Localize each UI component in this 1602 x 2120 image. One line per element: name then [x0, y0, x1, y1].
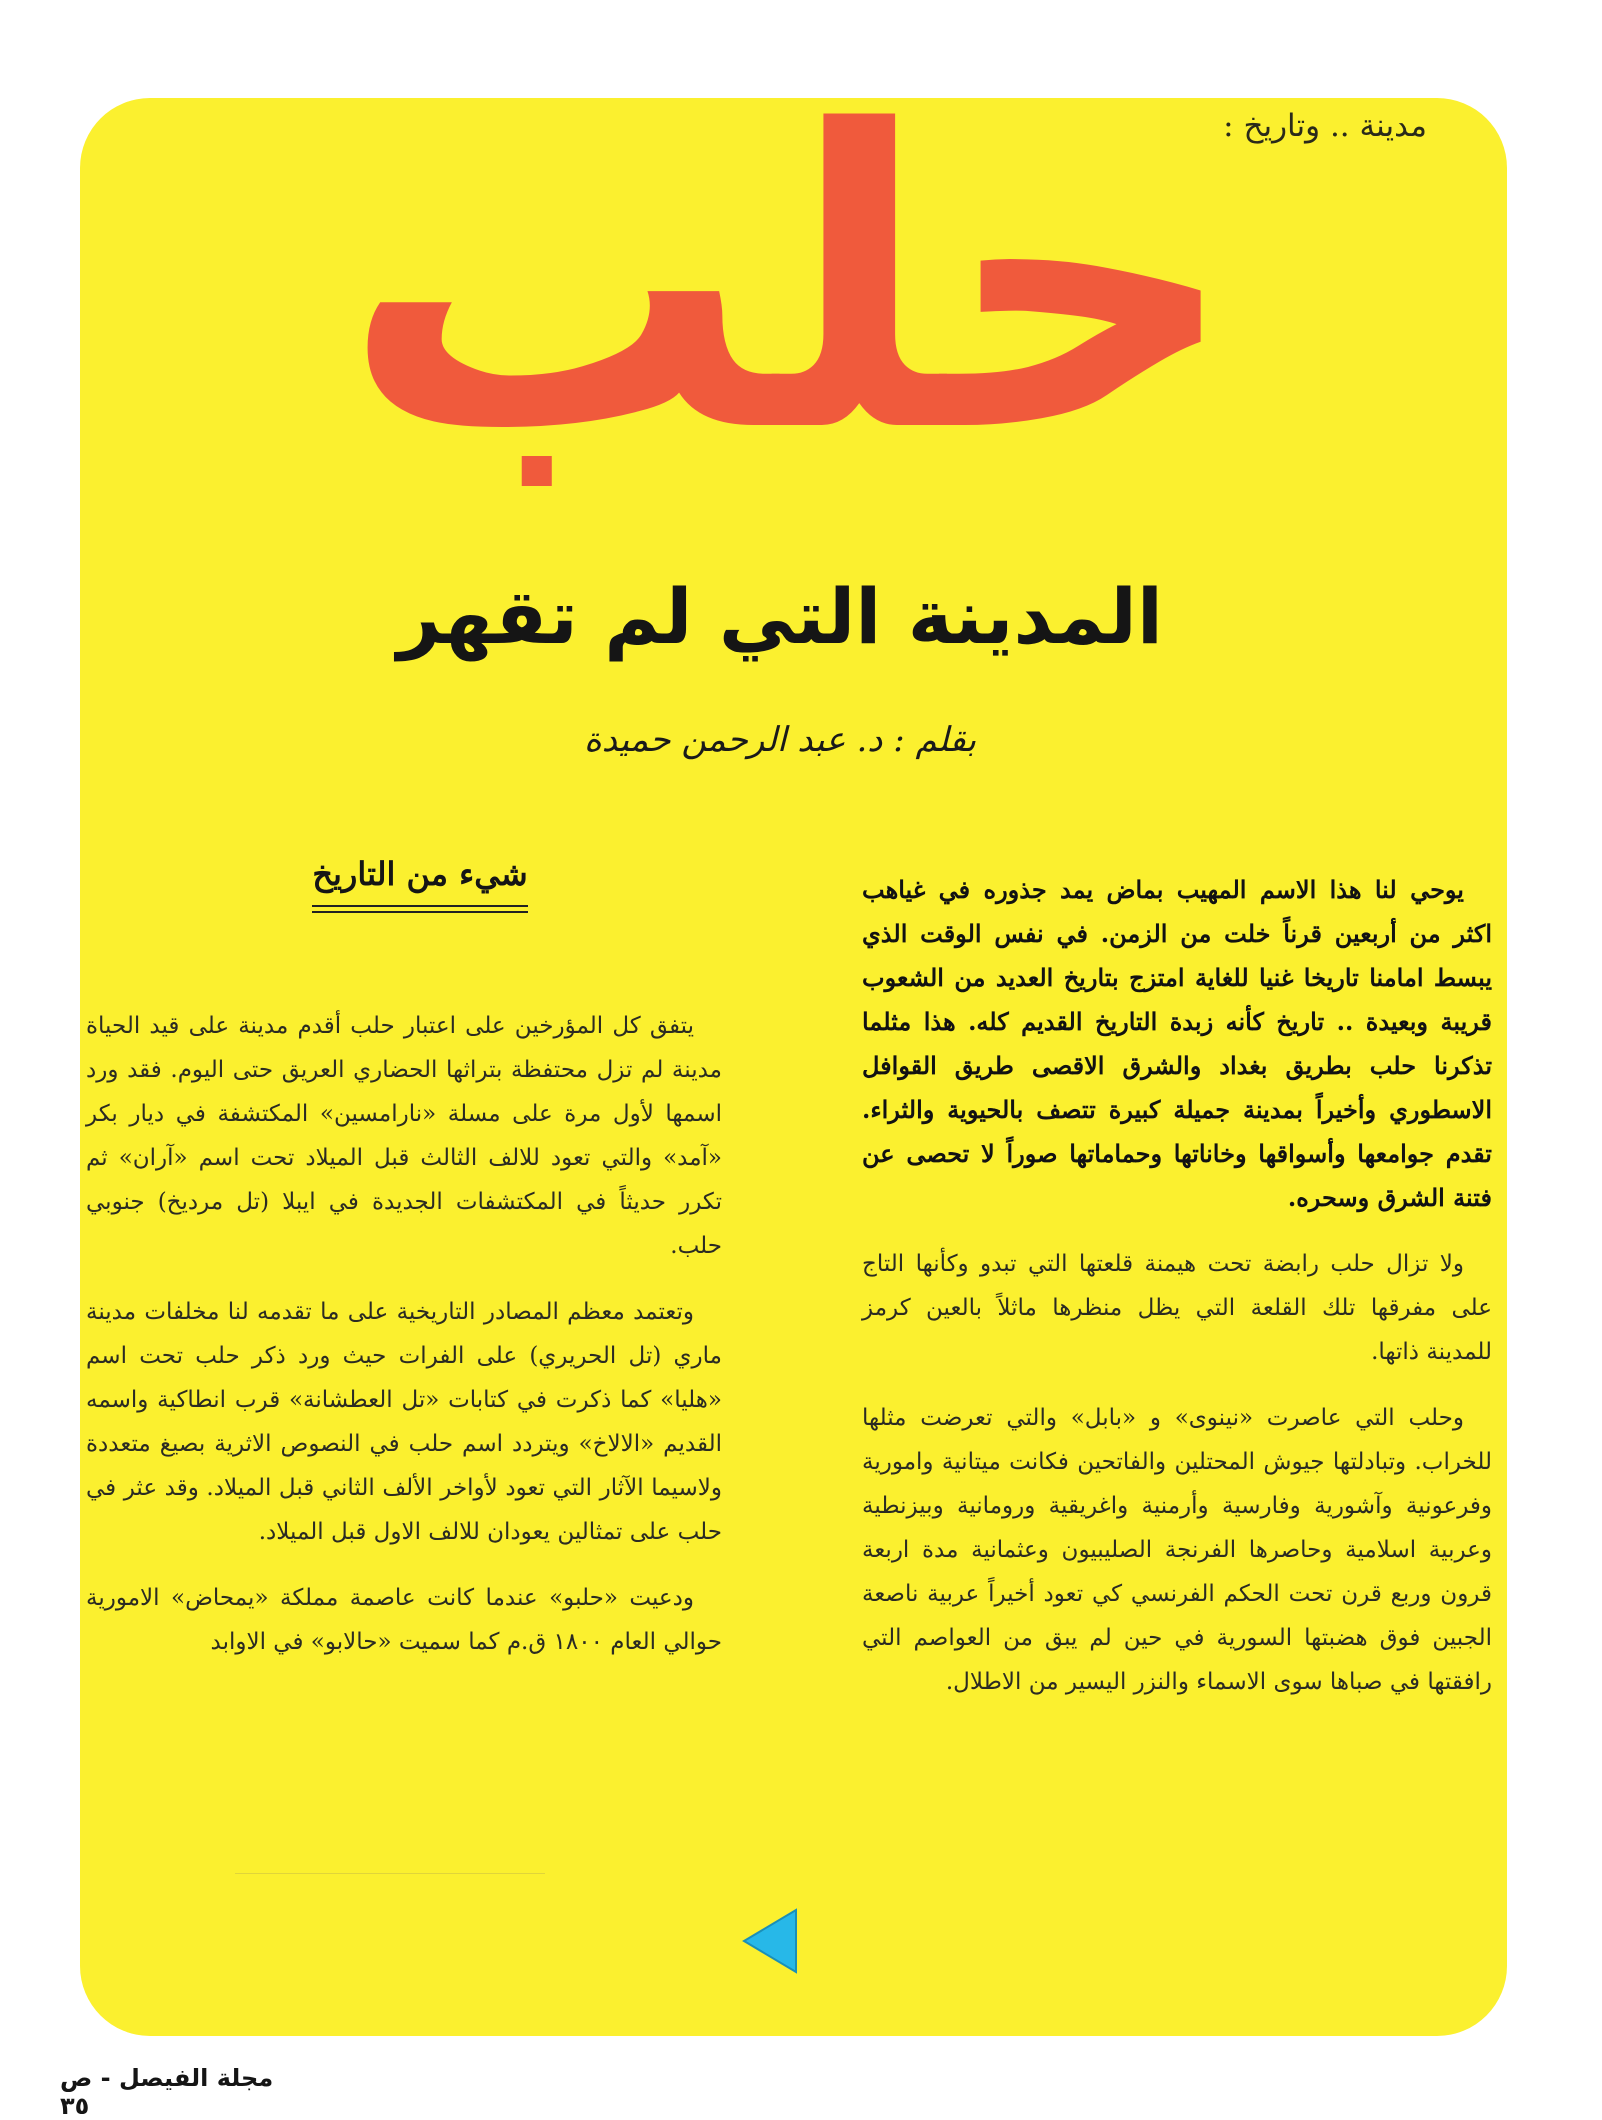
left-column — [86, 1004, 722, 1686]
heading-underline — [312, 905, 528, 907]
right-paragraph-3: وحلب التي عاصرت «نينوى» و «بابل» والتي تعرضت مثلها للخراب. وتبادلتها جيوش المحتلين والفاتحين فكانت ميتانية وامورية وفرعونية وآشورية وفارسية وأرمنية واغريقية ورومانية وبيزنطية وعربية اسلامية وحاصرها الفرنجة الصليبيون وعثمانية مدة اربعة قرون وربع قرن تحت الحكم الفرنسي كي تعود أخيراً عربية ناصعة الجبين فوق هضبتها السورية في حين لم يبق من العواصم التي رافقتها في صباها سوى الاسماء والنزر اليسير من الاطلال. — [862, 1405, 1492, 1695]
article-subtitle: المدينة التي لم تقهر — [397, 572, 1163, 661]
right-paragraph-1: يوحي لنا هذا الاسم المهيب بماض يمد جذوره في غياهب اكثر من أربعين قرناً خلت من الزمن. في نفس الوقت الذي يبسط امامنا تاريخا غنيا للغاية امتزج بتاريخ العديد من الشعوب قريبة وبعيدة .. تاريخ كأنه زبدة التاريخ القديم كله. هذا مثلما تذكرنا حلب بطريق بغداد والشرق الاقصى طريق القوافل الاسطوري وأخيراً بمدينة جميلة كبيرة تتصف بالحيوية والثراء. تقدم جوامعها وأسواقها وخاناتها وحماماتها صوراً لا تحصى عن فتنة الشرق وسحره. — [862, 875, 1492, 1212]
main-title-text: حلب — [341, 44, 1239, 522]
page-footer: مجلة الفيصل - ص ٣٥ — [60, 2064, 274, 2120]
right-paragraph-2: ولا تزال حلب رابضة تحت هيمنة قلعتها التي تبدو وكأنها التاج على مفرقها تلك القلعة التي يظل منظرها ماثلاً بالعين كرمز للمدينة ذاتها. — [862, 1251, 1492, 1365]
cyan-triangle-marker-icon — [740, 1906, 800, 1976]
author-byline: بقلم : د. عبد الرحمن حميدة — [583, 720, 977, 760]
left-paragraph-3: ودعيت «حلبو» عندما كانت عاصمة مملكة «يمحاض» الامورية حوالي العام ١٨٠٠ ق.م كما سميت «حالابو» في الاوابد — [86, 1585, 722, 1655]
left-paragraph-2: وتعتمد معظم المصادر التاريخية على ما تقدمه لنا مخلفات مدينة ماري (تل الحريري) على الفرات حيث ورد ذكر حلب تحت اسم «هليا» كما ذكرت في كتابات «تل العطشانة» قرب انطاكية واسمه القديم «الالاخ» ويتردد اسم حلب في النصوص الاثرية بصيغ متعددة ولاسيما الآثار التي تعود لأواخر الألف الثاني قبل الميلاد. وقد عثر في حلب على تمثالين يعودان للالف الاول قبل الميلاد. — [86, 1299, 722, 1545]
kicker-label: مدينة .. وتاريخ : — [1223, 108, 1427, 144]
section-heading: شيء من التاريخ — [312, 855, 528, 893]
heading-underline-second — [312, 911, 528, 913]
column-end-rule — [235, 1873, 545, 1874]
left-paragraph-1: يتفق كل المؤرخين على اعتبار حلب أقدم مدينة على قيد الحياة مدينة لم تزل محتفظة بتراثها الحضاري العريق حتى اليوم. فقد ورد اسمها لأول مرة على مسلة «نارامسين» المكتشفة في ديار بكر «آمد» والتي تعود للالف الثالث قبل الميلاد تحت اسم «آران» ثم تكرر حديثاً في المكتشفات الجديدة في ايبلا (تل مرديخ) جنوبي حلب. — [86, 1013, 722, 1259]
main-title — [341, 44, 1239, 522]
right-column — [862, 868, 1492, 1726]
